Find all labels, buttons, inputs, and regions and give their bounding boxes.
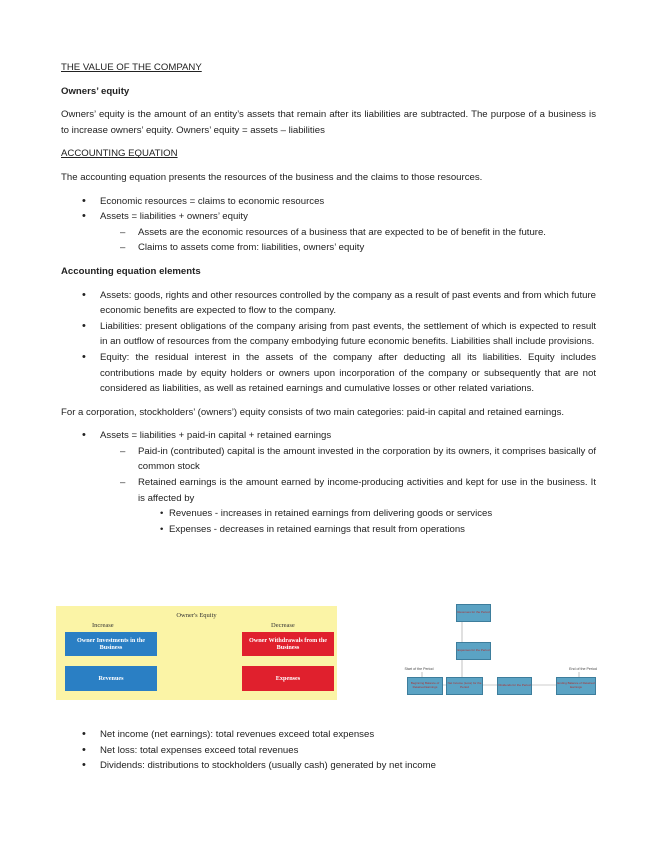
owners-equity-figure (56, 606, 337, 700)
owners-equity-heading: Owners’ equity (61, 85, 130, 97)
retained-earnings-diagram (398, 599, 608, 704)
expenses-node: Expenses for the Period (456, 642, 491, 660)
document-body (61, 60, 596, 537)
final-list-section (61, 727, 596, 774)
figure-title: Owner's Equity (176, 612, 217, 619)
list-item: • Dividends: distributions to stockholders (usually cash) generated by net income (61, 758, 596, 774)
list-item: • Liabilities: present obligations of the company arising from past events, the settlement of which is expected to result in an outflow of resources from the company embodying future economic benefits. Liabilities shall include provisions. (61, 319, 596, 350)
list-item: • Net loss: total expenses exceed total revenues (61, 743, 596, 759)
sub-list-item: – Retained earnings is the amount earned by income-producing activities and kept for use in the business. It is affected by (61, 475, 596, 506)
owner-investments-box: Owner Investments in the Business (65, 632, 157, 656)
ending-balance-node: Ending Balance of Retained Earnings (556, 677, 596, 695)
elements-list (61, 288, 596, 397)
increase-label: Increase (92, 622, 114, 629)
final-list (61, 727, 596, 774)
revenues-box: Revenues (65, 666, 157, 691)
sub-sub-list-item: • Expenses - decreases in retained earnings that result from operations (61, 522, 596, 538)
sub-list-item: – Paid-in (contributed) capital is the amount invested in the corporation by its owners, it comprises basically of common stock (61, 444, 596, 475)
elements-heading: Accounting equation elements (61, 265, 201, 277)
accounting-equation-list (61, 194, 596, 256)
list-item: • Assets = liabilities + paid-in capital + retained earnings (61, 428, 596, 444)
corporation-list (61, 428, 596, 537)
list-item: • Assets: goods, rights and other resources controlled by the company as a result of past events and from which future economic benefits are expected to flow to the company. (61, 288, 596, 319)
list-item: • Net income (net earnings): total revenues exceed total expenses (61, 727, 596, 743)
list-item: • Equity: the residual interest in the assets of the company after deducting all its liabilities. Equity includes contributions made by equity holders or owners upon incorporation of the company or subsequently that are not considered as liabilities, as well as retained earnings and cumulative losses or other related variations. (61, 350, 596, 397)
corporation-intro: For a corporation, stockholders’ (owners’) equity consists of two main categories: paid-in capital and retained earnings. (61, 406, 565, 418)
revenues-node: Revenues for the Period (456, 604, 491, 622)
beginning-balance-node: Beginning Balance of Retained Earnings (407, 677, 443, 695)
list-item: • Assets = liabilities + owners’ equity (61, 209, 596, 225)
start-of-period-label: Start of the Period (404, 667, 434, 671)
accounting-equation-intro: The accounting equation presents the resources of the business and the claims to those resources. (61, 171, 483, 183)
list-item: • Economic resources = claims to economic resources (61, 194, 596, 210)
net-income-node: Net Income (Loss) for the Period (446, 677, 483, 695)
page-title: THE VALUE OF THE COMPANY (61, 62, 202, 73)
decrease-label: Decrease (271, 622, 295, 629)
sub-list-item: – Claims to assets come from: liabilities, owners’ equity (61, 240, 596, 256)
sub-list-item: – Assets are the economic resources of a business that are expected to be of benefit in the future. (61, 225, 596, 241)
expenses-box: Expenses (242, 666, 334, 691)
sub-sub-list-item: • Revenues - increases in retained earnings from delivering goods or services (61, 506, 596, 522)
accounting-equation-heading: ACCOUNTING EQUATION (61, 148, 178, 160)
end-of-period-label: End of the Period (569, 667, 597, 671)
owners-equity-paragraph: Owners’ equity is the amount of an entity’s assets that remain after its liabilities are subtracted. The purpose of a business is to increase owners’ equity. Owners’ equity = assets – liabilities (61, 109, 596, 136)
owner-withdrawals-box: Owner Withdrawals from the Business (242, 632, 334, 656)
dividends-node: Dividends for the Period (497, 677, 532, 695)
